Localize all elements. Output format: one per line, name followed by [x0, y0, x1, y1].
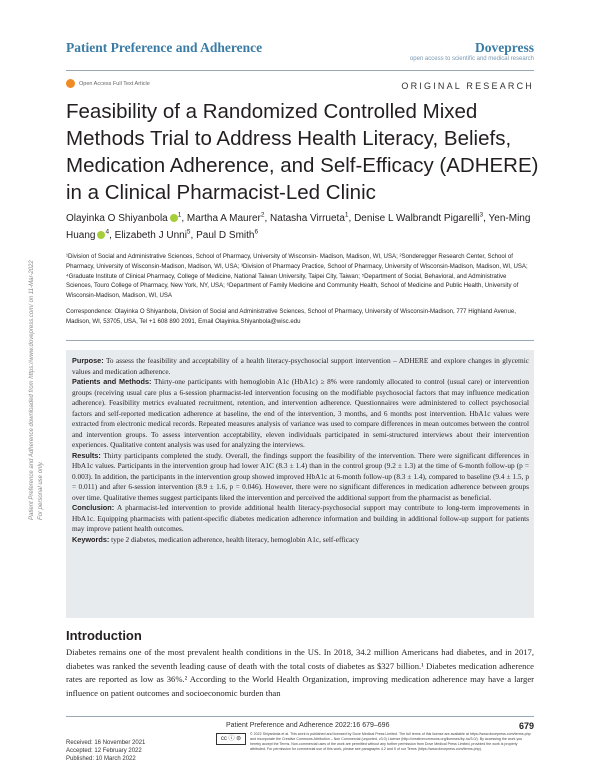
author-name: Elizabeth J Unni: [114, 230, 187, 241]
author-name: Natasha Virrueta: [270, 213, 345, 224]
published-date: Published: 10 March 2022: [66, 756, 136, 762]
author-item[interactable]: [270, 213, 348, 224]
author-affiliation-sup: 1: [177, 211, 182, 219]
header-divider: [66, 70, 534, 71]
keywords-label: Keywords:: [72, 534, 110, 544]
introduction-heading: Introduction: [66, 628, 142, 643]
abstract-purpose: [72, 356, 529, 377]
section-label: ORIGINAL RESEARCH: [401, 81, 534, 91]
author-item[interactable]: [196, 230, 258, 241]
conclusion-text: A pharmacist-led intervention to provide additional health literacy-psychosocial support may contribute to long-term improvements in HbA1c. Equipping pharmacists with patient-specific diabetes medication adherence information and building in additional follow-up support for patients may improve patient health outcomes.: [72, 503, 530, 533]
author-list: Olayinka O Shiyanbola $^1$, Martha A Maurer$^2$, Natasha Virrueta$^1$, Denise L Walbrandt Pigarelli$^3$, Yen-Ming Huang $^4$, Elizabeth J Unni$^5$, Paul D Smith$^6$: [66, 211, 531, 241]
watermark-line-2: For personal use only.: [37, 461, 44, 520]
footer-divider: [66, 716, 534, 717]
received-date: Received: 16 November 2021: [66, 740, 146, 746]
methods-label: Patients and Methods:: [72, 377, 152, 386]
conclusion-label: Conclusion:: [72, 503, 115, 512]
watermark-line-1: Patient Preference and Adherence downloaded from https://www.dovepress.com/ on 11-Mar-2022: [29, 260, 35, 520]
author-affiliation-sup: 4: [105, 228, 110, 236]
dates-block: [66, 739, 145, 763]
orcid-icon[interactable]: [170, 214, 178, 222]
open-access-icon: [66, 79, 75, 88]
abstract-conclusion: [72, 503, 529, 535]
license-text: © 2022 Shiyanbola et al. This work is published and licensed by Dove Medical Press Limited. The full terms of this license are available at https://www.dovepress.com/terms.php and incorporate the Creative Commons Attribution – Non Commercial (unported, v3.0) License (http://creativecommons.org/licenses/by-nc/3.0/). By accessing the work you hereby accept the Terms. Non-commercial uses of the work are permitted without any further permission from Dove Medical Press Limited, provided the work is properly attributed. For permission for commercial use of this work, please see paragraphs 4.2 and 5 of our Terms (https://www.dovepress.com/terms.php).: [250, 732, 531, 751]
publisher-logo[interactable]: Dovepress: [475, 40, 534, 55]
author-affiliation-sup: 2: [260, 211, 265, 219]
author-affiliation-sup: 5: [186, 228, 191, 236]
citation-line: Patient Preference and Adherence 2022:16 679–696: [226, 722, 390, 729]
author-name: Martha A Maurer: [186, 213, 261, 224]
open-access-badge: [66, 79, 150, 88]
author-name: Paul D Smith: [196, 230, 255, 241]
article-title: Feasibility of a Randomized Controlled Mixed Methods Trial to Address Health Literacy, Beliefs, Medication Adherence, and Self-Efficacy (ADHERE) in a Clinical Pharmacist-Led Clinic: [66, 100, 539, 204]
journal-name[interactable]: Patient Preference and Adherence: [66, 40, 263, 55]
open-access-label: Open Access Full Text Article: [79, 80, 150, 87]
introduction-text: Diabetes remains one of the most prevalent health conditions in the US. In 2018, 34.2 million Americans had diabetes, and in 2017, diabetes was ranked the seventh leading cause of death with the total costs of diabetes as $327 billion.¹ Diabetes medication adherence rates are reported as low as 36%.² According to the World Health Organization, improving medication adherence may have a larger influence on patient outcomes and socioeconomic burden than: [66, 647, 534, 698]
results-label: Results:: [72, 450, 101, 460]
keywords-text: type 2 diabetes, medication adherence, health literacy, hemoglobin A1c, self-efficacy: [111, 534, 360, 544]
author-name: Yen-Ming Huang: [66, 213, 531, 241]
affiliations: ¹Division of Social and Administrative Sciences, School of Pharmacy, University of Wisconsin- Madison, Madison, WI, USA; ²Sonderegger Research Center, School of Pharmacy, University of Wisconsin-Madison, Madison, WI, USA; ³Division of Pharmacy Practice, School of Pharmacy, University of Wisconsin-Madison, Madison, WI, USA; ⁴Graduate Institute of Clinical Pharmacy, College of Medicine, National Taiwan University, Taipei City, Taiwan; ⁵Department of Social, Behavioral, and Administrative Sciences, Touro College of Pharmacy, New York, NY, USA; ⁶Department of Family Medicine and Community Health, School of Medicine and Public Health, University of Wisconsin-Madison, Madison, WI, USA: [66, 253, 528, 300]
abstract-methods: [72, 377, 529, 451]
author-item[interactable]: [115, 230, 191, 241]
abstract-results: [72, 451, 529, 504]
methods-text: Thirty-one participants with hemoglobin A1c (HbA1c) ≥ 8% were randomly allocated to control (usual care) or intervention groups (receiving usual care plus a 6-session pharmacist-led intervention focusing on the modifiable psychosocial factors that may influence medication adherence). Feasibility metrics evaluated recruitment, retention, and intervention adherence. Questionnaires were administered to collect psychosocial factors and self-reported medication adherence at baseline, the end of the intervention, 3 months, and 6 months post intervention. HbA1c values were extracted from electronic medical records. Repeated measures analysis of variance was used to compare differences in mean outcomes between the control and intervention groups. To assess intervention acceptability, eleven individuals participated in semi-structured interviews about their intervention experiences. Qualitative content analysis was used for analyzing the interviews.: [72, 377, 529, 449]
purpose-text: To assess the feasibility and acceptability of a health literacy-psychosocial support intervention – ADHERE and explore changes in glycemic values and medication adherence.: [72, 356, 529, 376]
purpose-label: Purpose:: [72, 356, 104, 365]
correspondence: Correspondence: Olayinka O Shiyanbola, Division of Social and Administrative Sciences, School of Pharmacy, University of Wisconsin-Madison, 777 Highland Avenue, Madison, WI, 53705, USA, Tel +1 608 890 2091, Email Olayinka.Shiyanbola@wisc.edu: [66, 308, 516, 325]
author-affiliation-sup: 6: [254, 228, 259, 236]
author-item[interactable]: [354, 213, 483, 224]
accepted-date: Accepted: 12 February 2022: [66, 748, 142, 754]
author-item[interactable]: [66, 213, 181, 224]
abstract-keywords: [72, 535, 529, 546]
author-affiliation-sup: 3: [479, 211, 484, 219]
author-name: Olayinka O Shiyanbola: [66, 213, 168, 224]
author-affiliation-sup: 1: [344, 211, 349, 219]
download-watermark: [28, 140, 45, 520]
page-number: 679: [518, 721, 534, 731]
publisher-tagline: open access to scientific and medical research: [409, 56, 534, 62]
author-item[interactable]: [187, 213, 265, 224]
author-name: Denise L Walbrandt Pigarelli: [354, 213, 480, 224]
results-text: Thirty participants completed the study. Overall, the findings support the feasibility of the intervention. There were significant differences in HbA1c values. Participants in the intervention group had lower A1C (8.3 ± 1.4) than in the control group (9.2 ± 1.3) at the time of 6-month follow-up (p = 0.003). In addition, the participants in the intervention group showed improved HbA1c at 6-month follow-up (8.3 ± 1.4), compared to baseline (9.4 ± 1.5, p = 0.011) and after 6-session intervention (8.9 ± 1.6, p = 0.046). However, there were no significant differences in medication adherence between groups over time. Qualitative themes suggest participants liked the intervention and perceived the additional support from the pharmacist as beneficial.: [72, 450, 529, 502]
creative-commons-icon[interactable]: cc ⓘ ⊜: [216, 733, 246, 745]
abstract-divider: [66, 340, 534, 341]
abstract-text: [72, 356, 529, 545]
